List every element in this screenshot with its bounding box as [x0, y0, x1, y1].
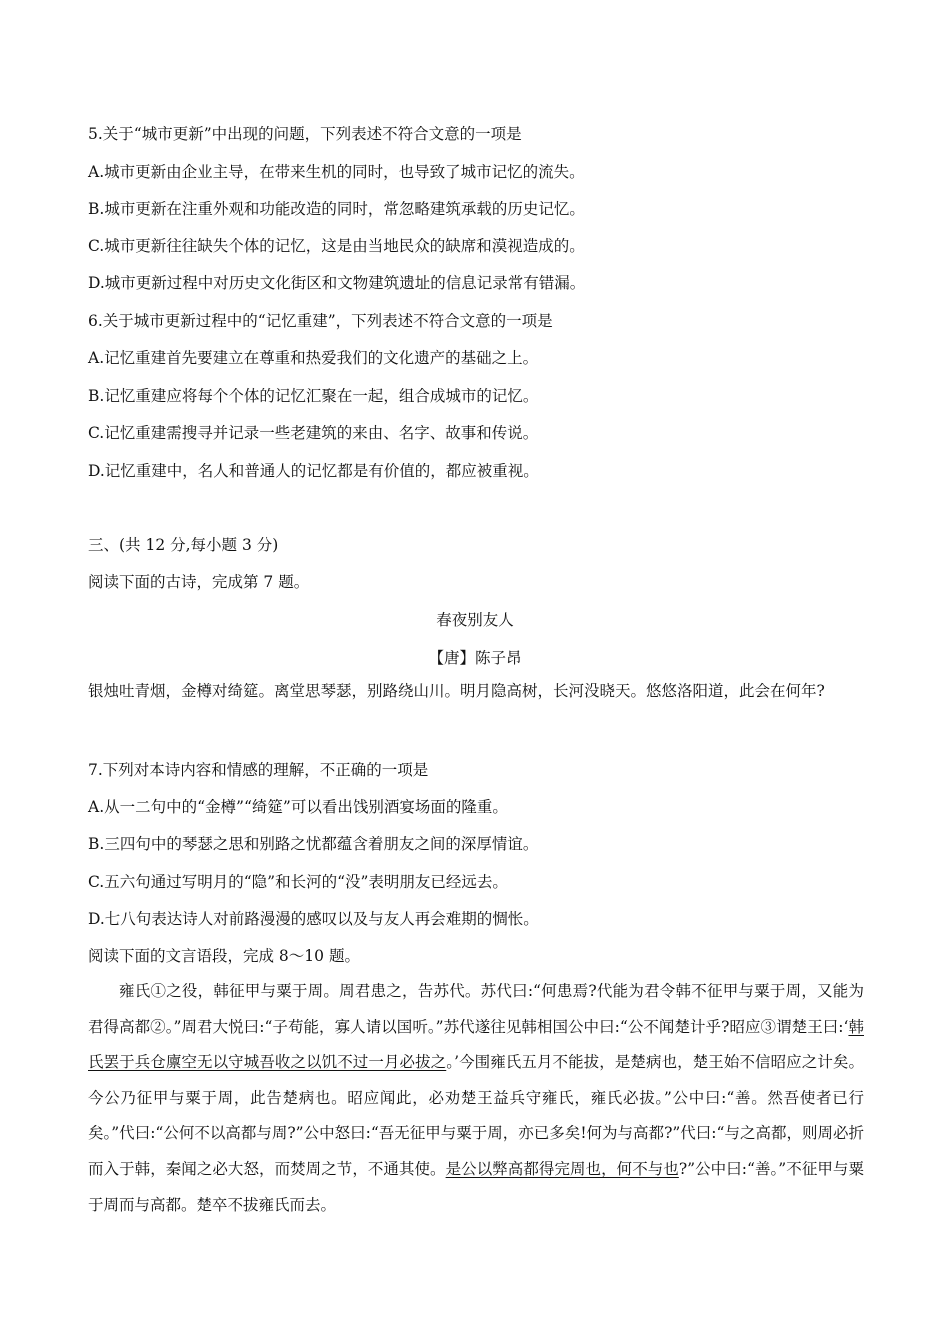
- section-3-header: 三、(共 12 分,每小题 3 分): [88, 536, 279, 554]
- q6-stem: 6.关于城市更新过程中的“记忆重建”，下列表述不符合文意的一项是: [88, 312, 553, 330]
- poem-title: 春夜别友人: [436, 611, 514, 629]
- q6-option-c: C.记忆重建需搜寻并记录一些老建筑的来由、名字、故事和传说。: [88, 424, 539, 442]
- classical-passage: [88, 974, 864, 1223]
- passage-text-2: 。’今围雍氏五月不能拔，是楚病也，楚王始不信昭应之计矣。今公乃征甲与粟于周，此告楚病也。昭应闻此，必劝楚王益兵守雍氏，雍氏必拔。”公中曰:“善。然吾使者已行矣。”代曰:“公何不以高都与周?”公中怒曰:“吾无征甲与粟于周，亦已多矣!何为与高都?”代曰:“与之高都，则周必折而入于韩，秦闻之必大怒，而焚周之节，不通其使。: [88, 1053, 864, 1178]
- q5-option-c: C.城市更新往往缺失个体的记忆，这是由当地民众的缺席和漠视造成的。: [88, 237, 585, 255]
- passage-text-3: ?”公中曰:“善。”不征甲与粟于周而与高都。楚卒不拔雍氏而去。: [88, 1159, 864, 1214]
- q6-option-b: B.记忆重建应将每个个体的记忆汇聚在一起，组合成城市的记忆。: [88, 387, 539, 405]
- classical-intro: 阅读下面的文言语段，完成 8～10 题。: [88, 947, 360, 965]
- q7-option-c: C.五六句通过写明月的“隐”和长河的“没”表明朋友已经远去。: [88, 873, 508, 891]
- q5-stem: 5.关于“城市更新”中出现的问题，下列表述不符合文意的一项是: [88, 125, 522, 143]
- q7-option-a: A.从一二句中的“金樽”“绮筵”可以看出饯别酒宴场面的隆重。: [88, 798, 508, 816]
- passage-underlined-1: 韩氏罢于兵仓廪空无以守城吾收之以饥不过一月必拔之: [88, 1017, 864, 1072]
- q6-option-a: A.记忆重建首先要建立在尊重和热爱我们的文化遗产的基础之上。: [88, 349, 539, 367]
- poem-intro: 阅读下面的古诗，完成第 7 题。: [88, 573, 310, 591]
- q7-option-d: D.七八句表达诗人对前路漫漫的感叹以及与友人再会难期的惆怅。: [88, 910, 539, 928]
- passage-underlined-2: 是公以弊高都得完周也，何不与也: [445, 1159, 679, 1178]
- passage-text-1: 雍氏①之役，韩征甲与粟于周。周君患之，告苏代。苏代曰:“何患焉?代能为君令韩不征甲与粟于周，又能为君得高都②。”周君大悦曰:“子苟能，寡人请以国听。”苏代遂往见韩相国公中曰:“公不闻楚计乎?昭应③谓楚王曰:‘: [88, 982, 864, 1036]
- q6-option-d: D.记忆重建中，名人和普通人的记忆都是有价值的，都应被重视。: [88, 462, 539, 480]
- q7-stem: 7.下列对本诗内容和情感的理解，不正确的一项是: [88, 761, 429, 779]
- q5-option-d: D.城市更新过程中对历史文化街区和文物建筑遗址的信息记录常有错漏。: [88, 274, 586, 292]
- q7-option-b: B.三四句中的琴瑟之思和别路之忧都蕴含着朋友之间的深厚情谊。: [88, 835, 539, 853]
- q5-option-b: B.城市更新在注重外观和功能改造的同时，常忽略建筑承载的历史记忆。: [88, 200, 585, 218]
- poem-author: 【唐】陈子昂: [428, 649, 522, 667]
- poem-text: 银烛吐青烟，金樽对绮筵。离堂思琴瑟，别路绕山川。明月隐高树，长河没晓天。悠悠洛阳道，此会在何年?: [88, 682, 825, 700]
- q5-option-a: A.城市更新由企业主导，在带来生机的同时，也导致了城市记忆的流失。: [88, 163, 585, 181]
